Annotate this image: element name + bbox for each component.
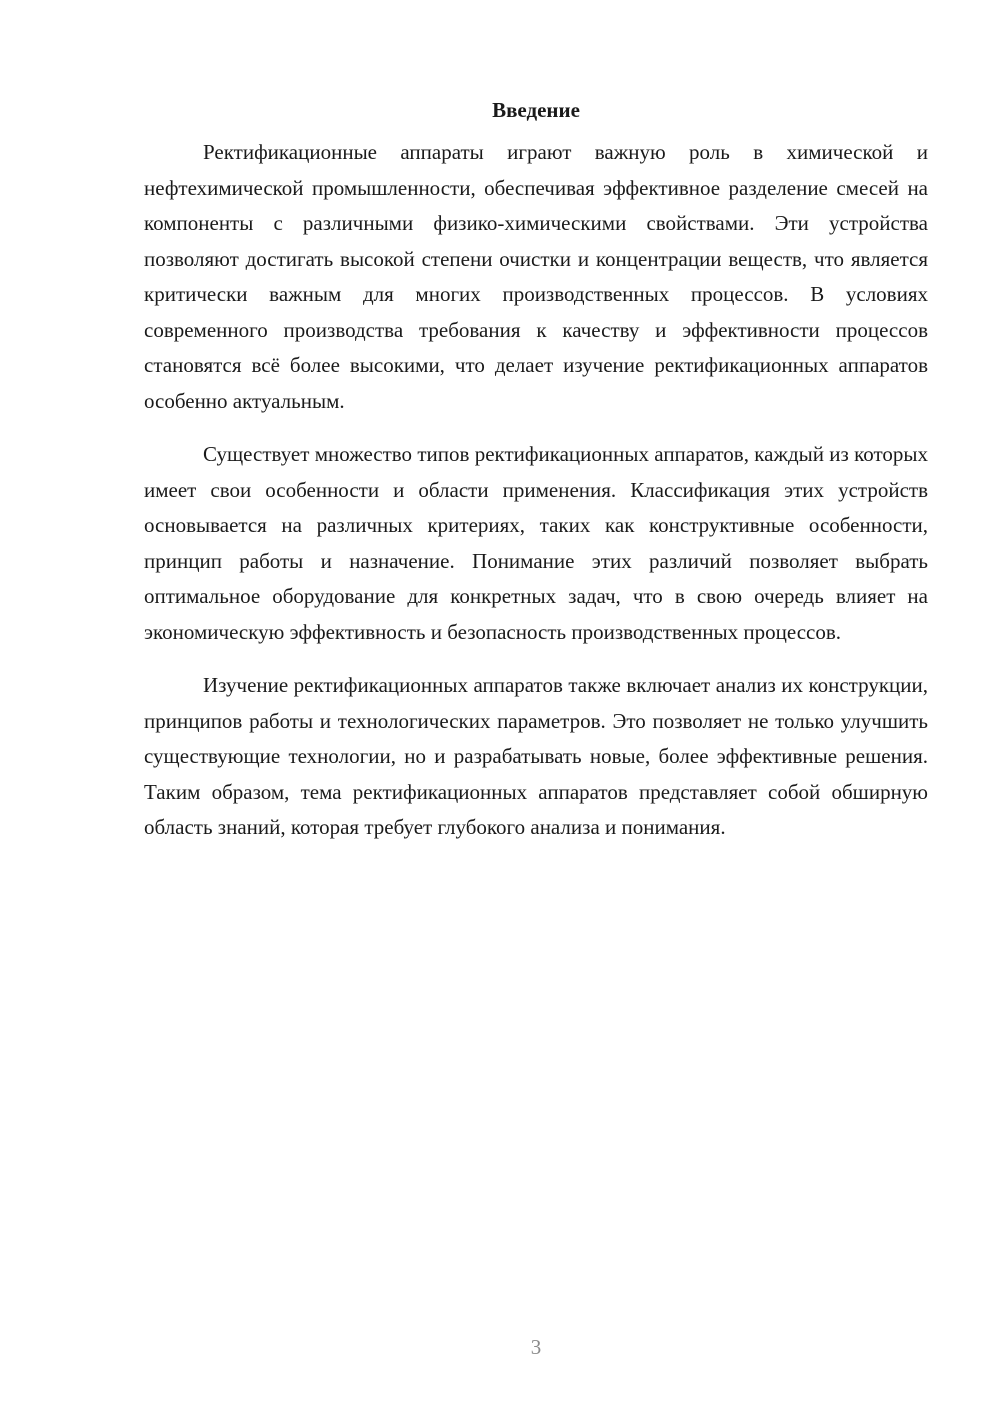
section-title: Введение (492, 98, 580, 122)
paragraph-2: Существует множество типов ректификационных аппаратов, каждый из которых имеет свои особенности и области применения. Классификация этих устройств основывается на различных критериях, таких как конструктивные особенности, принцип работы и назначение. Понимание этих различий позволяет выбрать оптимальное оборудование для конкретных задач, что в свою очередь влияет на экономическую эффективность и безопасность производственных процессов. (144, 442, 928, 644)
paragraph-1: Ректификационные аппараты играют важную роль в химической и нефтехимической промышленности, обеспечивая эффективное разделение смесей на компоненты с различными физико-химическими свойствами. Эти устройства позволяют достигать высокой степени очистки и концентрации веществ, что является критически важным для многих производственных процессов. В условиях современного производства требования к качеству и эффективности процессов становятся всё более высокими, что делает изучение ректификационных аппаратов особенно актуальным. (144, 140, 928, 413)
paragraph-3: Изучение ректификационных аппаратов также включает анализ их конструкции, принципов работы и технологических параметров. Это позволяет не только улучшить существующие технологии, но и разрабатывать новые, более эффективные решения. Таким образом, тема ректификационных аппаратов представляет собой обширную область знаний, которая требует глубокого анализа и понимания. (144, 673, 928, 839)
page-number: 3 (530, 1335, 542, 1359)
page-body (144, 95, 928, 864)
